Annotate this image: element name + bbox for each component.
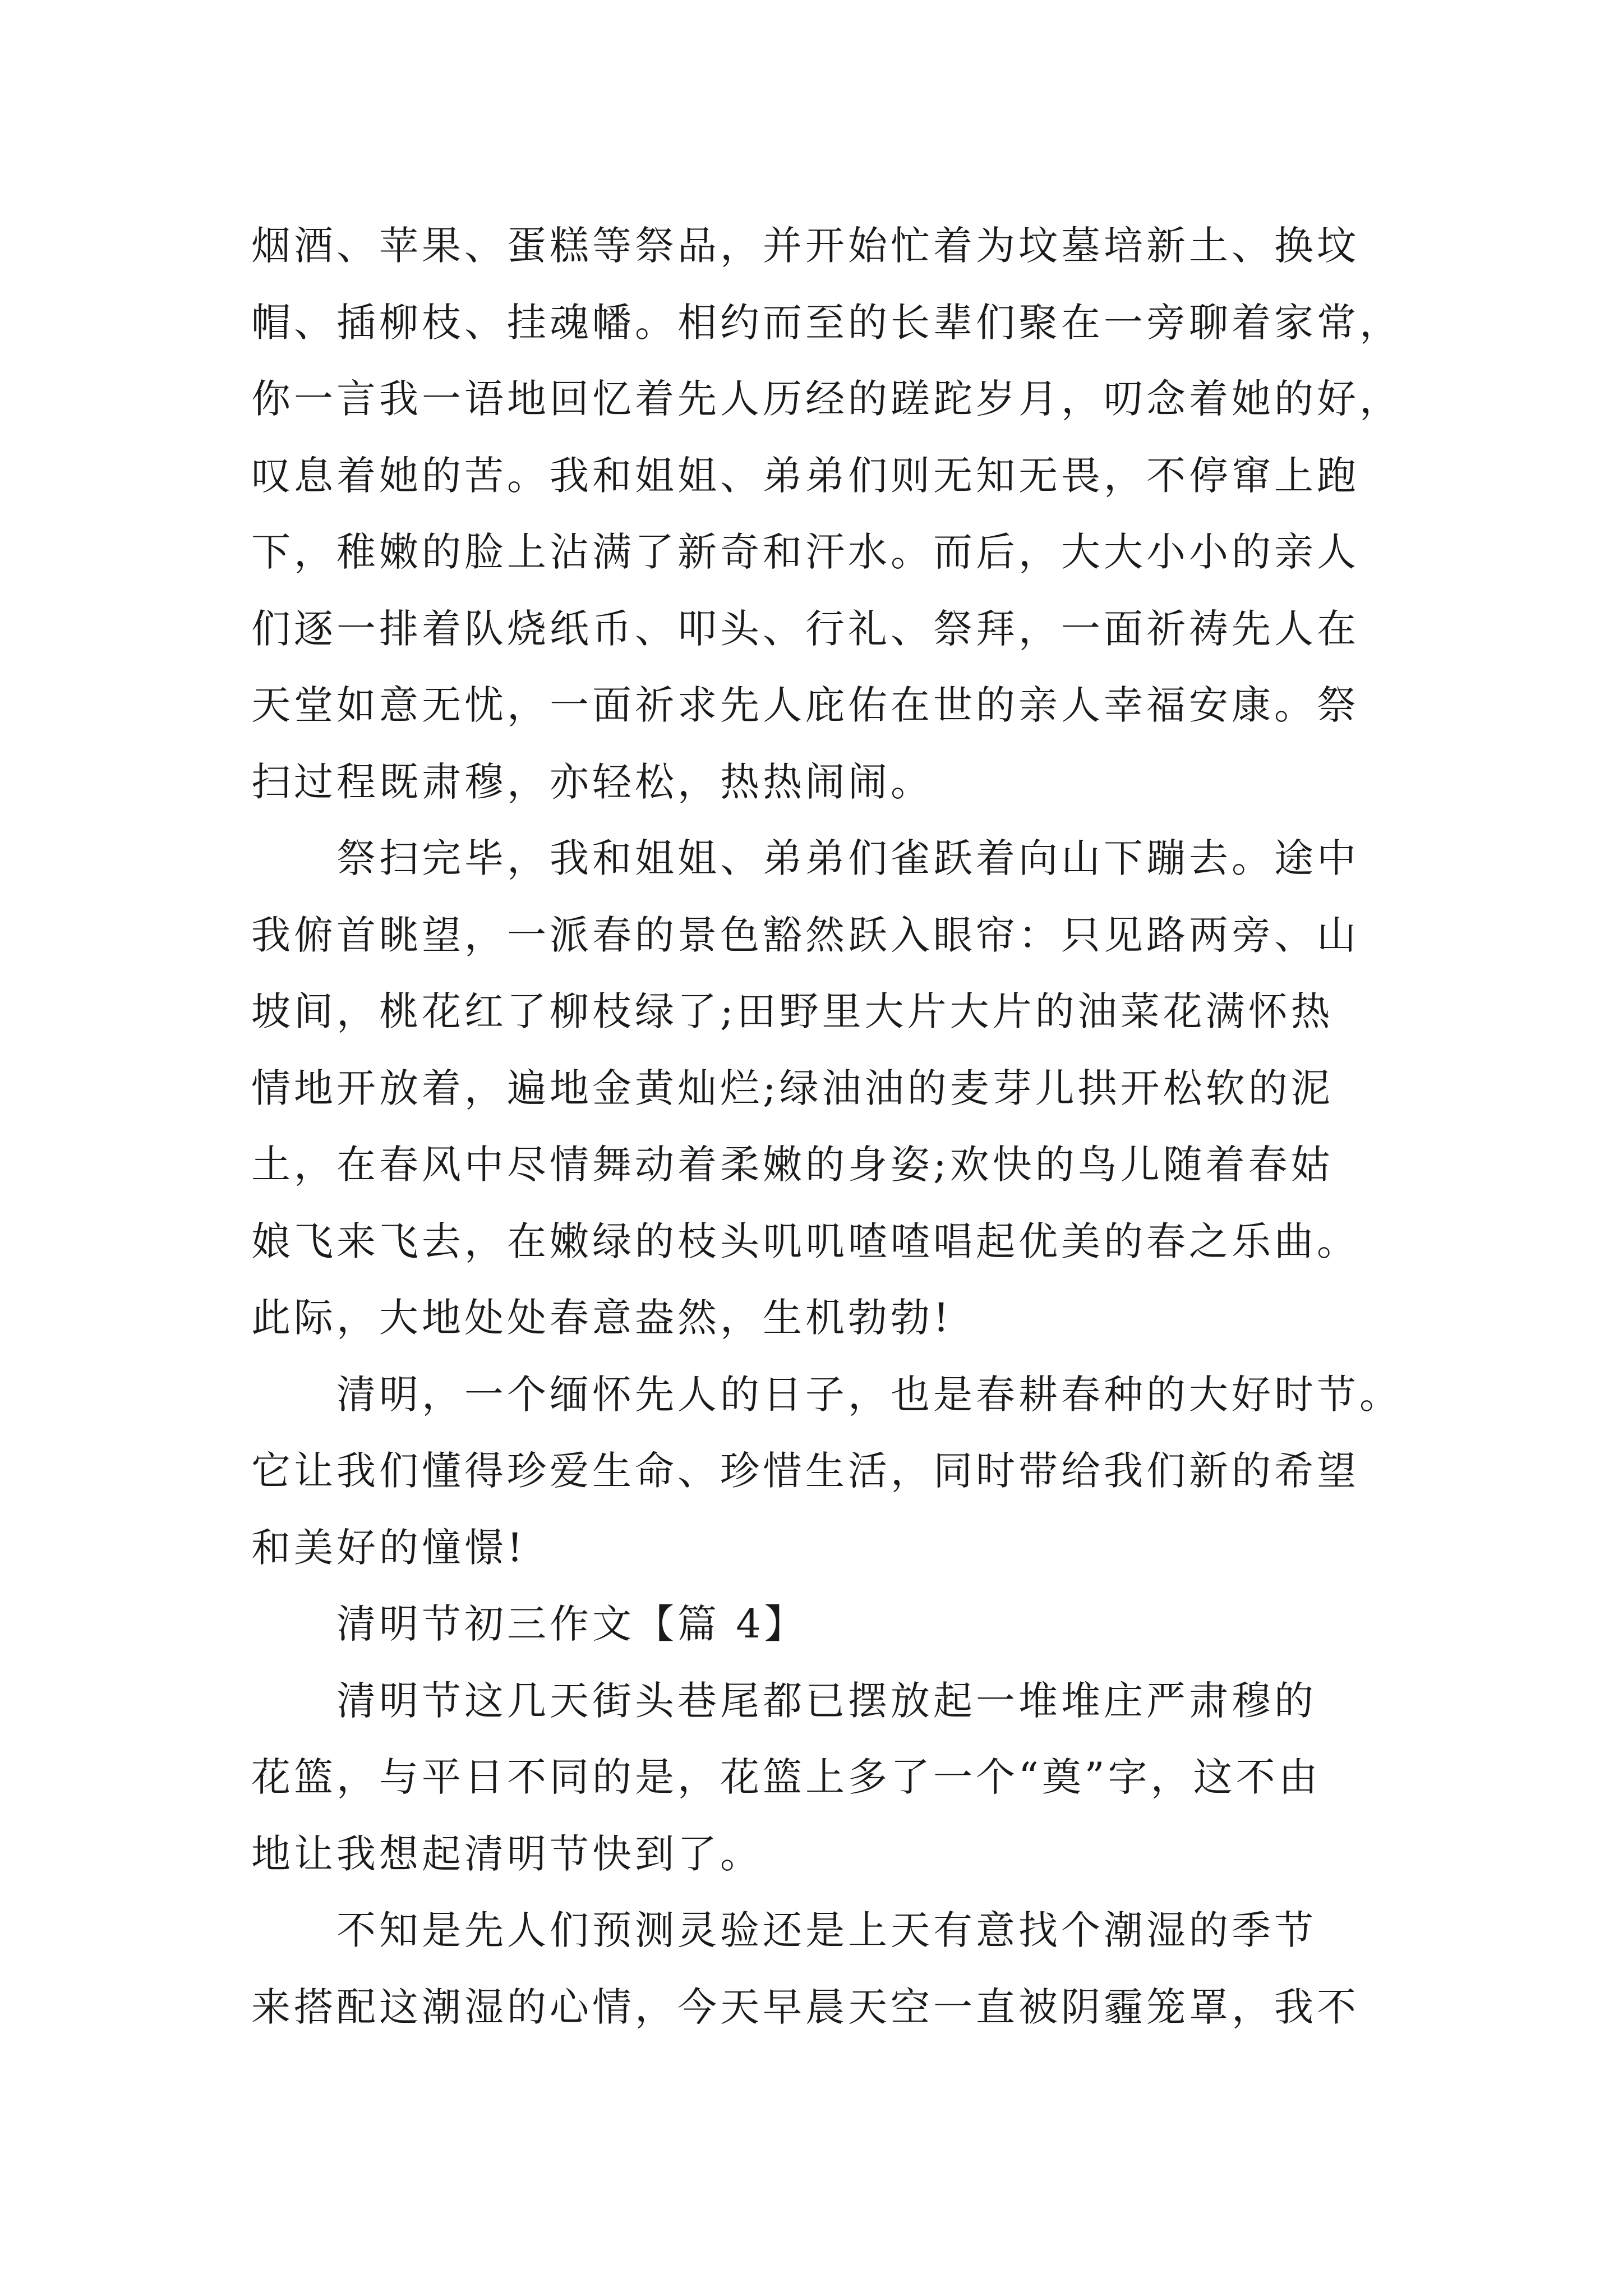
text-line: 情地开放着，遍地金黄灿烂;绿油油的麦芽儿拱开松软的泥: [251, 1065, 1334, 1111]
paragraph-start-line: 不知是先人们预测灵验还是上天有意找个潮湿的季节: [336, 1907, 1317, 1953]
text-line: 土，在春风中尽情舞动着柔嫩的身姿;欢快的鸟儿随着春姑: [251, 1142, 1334, 1188]
text-line: 叹息着她的苦。我和姐姐、弟弟们则无知无畏，不停窜上跑: [251, 452, 1359, 499]
section-heading: 清明节初三作文【篇 4】: [336, 1601, 807, 1647]
text-line: 花篮，与平日不同的是，花篮上多了一个“奠”字，这不由: [251, 1754, 1321, 1800]
text-line: 你一言我一语地回忆着先人历经的蹉跎岁月，叨念着她的好，: [251, 376, 1402, 422]
text-line: 天堂如意无忧，一面祈求先人庇佑在世的亲人幸福安康。祭: [251, 682, 1359, 728]
text-line: 地让我想起清明节快到了。: [251, 1830, 763, 1877]
text-line: 烟酒、苹果、蛋糕等祭品，并开始忙着为坟墓培新土、换坟: [251, 223, 1359, 269]
text-line: 们逐一排着队烧纸币、叩头、行礼、祭拜，一面祈祷先人在: [251, 605, 1359, 652]
document-body: [251, 208, 1435, 2045]
text-line: 来搭配这潮湿的心情，今天早晨天空一直被阴霾笼罩，我不: [251, 1984, 1359, 2030]
text-line: 下，稚嫩的脸上沾满了新奇和汗水。而后，大大小小的亲人: [251, 529, 1359, 575]
paragraph-start-line: 清明节这几天街头巷尾都已摆放起一堆堆庄严肃穆的: [336, 1677, 1317, 1724]
text-line: 和美好的憧憬!: [251, 1524, 527, 1571]
text-line: 帽、插柳枝、挂魂幡。相约而至的长辈们聚在一旁聊着家常，: [251, 299, 1402, 346]
paragraph-start-line: 祭扫完毕，我和姐姐、弟弟们雀跃着向山下蹦去。途中: [336, 835, 1359, 881]
text-line: 娘飞来飞去，在嫩绿的枝头叽叽喳喳唱起优美的春之乐曲。: [251, 1218, 1359, 1264]
paragraph-start-line: 清明，一个缅怀先人的日子，也是春耕春种的大好时节。: [336, 1371, 1402, 1418]
text-line: 扫过程既肃穆，亦轻松，热热闹闹。: [251, 758, 933, 805]
text-line: 它让我们懂得珍爱生命、珍惜生活，同时带给我们新的希望: [251, 1448, 1359, 1494]
text-line: 坡间，桃花红了柳枝绿了;田野里大片大片的油菜花满怀热: [251, 988, 1334, 1034]
text-line: 我俯首眺望，一派春的景色豁然跃入眼帘：只见路两旁、山: [251, 912, 1359, 958]
text-line: 此际，大地处处春意盎然，生机勃勃!: [251, 1295, 953, 1341]
